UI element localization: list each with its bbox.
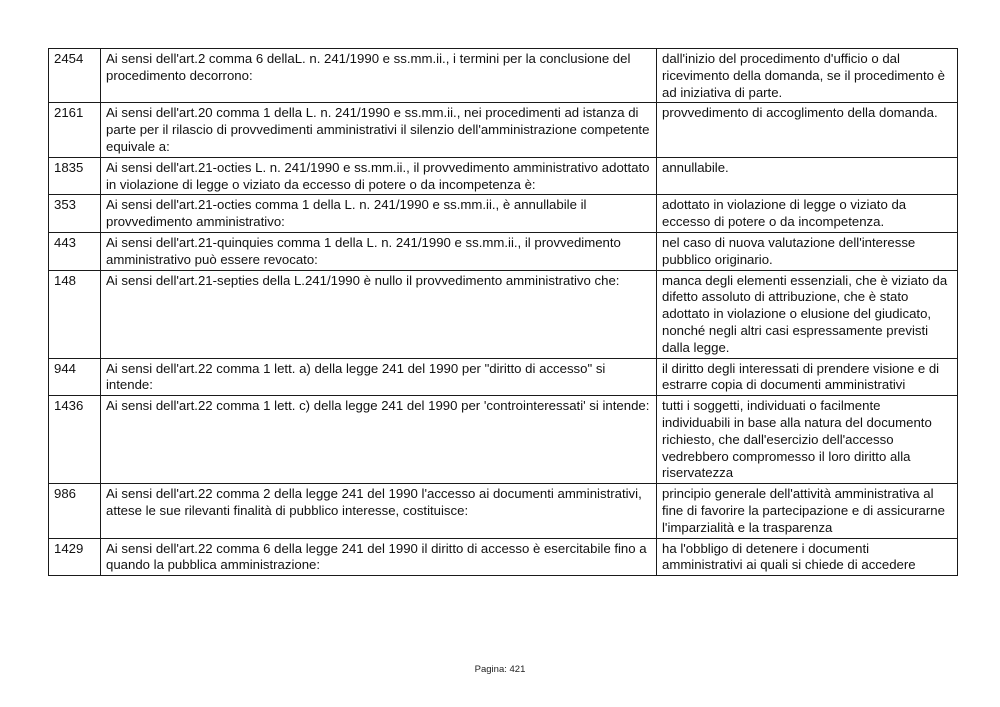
table-row: [49, 157, 958, 195]
question-id: 2454: [49, 49, 101, 103]
table-row: [49, 232, 958, 270]
question-text: Ai sensi dell'art.20 comma 1 della L. n. 241/1990 e ss.mm.ii., nei procedimenti ad istanza di parte per il rilascio di provvedimenti amministrativi il silenzio dell'amministrazione competente equivale a:: [101, 103, 657, 157]
question-id: 944: [49, 358, 101, 396]
answer-text: annullabile.: [657, 157, 958, 195]
table-row: [49, 195, 958, 233]
answer-text: dall'inizio del procedimento d'ufficio o dal ricevimento della domanda, se il procedimento è ad iniziativa di parte.: [657, 49, 958, 103]
table-row: [49, 358, 958, 396]
question-id: 148: [49, 270, 101, 358]
question-text: Ai sensi dell'art.22 comma 1 lett. c) della legge 241 del 1990 per 'controinteressati' si intende:: [101, 396, 657, 484]
question-id: 2161: [49, 103, 101, 157]
table-row: [49, 484, 958, 538]
question-text: Ai sensi dell'art.21-octies comma 1 della L. n. 241/1990 e ss.mm.ii., è annullabile il provvedimento amministrativo:: [101, 195, 657, 233]
answer-text: adottato in violazione di legge o viziato da eccesso di potere o da incompetenza.: [657, 195, 958, 233]
answer-text: tutti i soggetti, individuati o facilmente individuabili in base alla natura del documento richiesto, che dall'esercizio dell'accesso vedrebbero compromesso il loro diritto alla riservatezza: [657, 396, 958, 484]
page-number: Pagina: 421: [474, 664, 526, 675]
question-text: Ai sensi dell'art.22 comma 1 lett. a) della legge 241 del 1990 per "diritto di accesso" si intende:: [101, 358, 657, 396]
question-text: Ai sensi dell'art.22 comma 2 della legge 241 del 1990 l'accesso ai documenti amministrativi, attese le sue rilevanti finalità di pubblico interesse, costituisce:: [101, 484, 657, 538]
table-row: [49, 103, 958, 157]
table-row: [49, 396, 958, 484]
table-row: [49, 270, 958, 358]
answer-text: provvedimento di accoglimento della domanda.: [657, 103, 958, 157]
answer-text: principio generale dell'attività amministrativa al fine di favorire la partecipazione e di assicurarne l'imparzialità e la trasparenza: [657, 484, 958, 538]
question-id: 1429: [49, 538, 101, 576]
question-id: 986: [49, 484, 101, 538]
question-table: [48, 48, 958, 576]
answer-text: il diritto degli interessati di prendere visione e di estrarre copia di documenti amministrativi: [657, 358, 958, 396]
question-text: Ai sensi dell'art.21-quinquies comma 1 della L. n. 241/1990 e ss.mm.ii., il provvedimento amministrativo può essere revocato:: [101, 232, 657, 270]
question-id: 353: [49, 195, 101, 233]
question-text: Ai sensi dell'art.21-septies della L.241/1990 è nullo il provvedimento amministrativo che:: [101, 270, 657, 358]
question-id: 1835: [49, 157, 101, 195]
answer-text: manca degli elementi essenziali, che è viziato da difetto assoluto di attribuzione, che è stato adottato in violazione o elusione del giudicato, nonché negli altri casi espressamente previsti dalla legge.: [657, 270, 958, 358]
question-id: 443: [49, 232, 101, 270]
answer-text: nel caso di nuova valutazione dell'interesse pubblico originario.: [657, 232, 958, 270]
question-text: Ai sensi dell'art.22 comma 6 della legge 241 del 1990 il diritto di accesso è esercitabile fino a quando la pubblica amministrazione:: [101, 538, 657, 576]
table-row: [49, 538, 958, 576]
question-id: 1436: [49, 396, 101, 484]
table-row: [49, 49, 958, 103]
question-text: Ai sensi dell'art.2 comma 6 dellaL. n. 241/1990 e ss.mm.ii., i termini per la conclusione del procedimento decorrono:: [101, 49, 657, 103]
answer-text: ha l'obbligo di detenere i documenti amministrativi ai quali si chiede di accedere: [657, 538, 958, 576]
question-text: Ai sensi dell'art.21-octies L. n. 241/1990 e ss.mm.ii., il provvedimento amministrativo adottato in violazione di legge o viziato da eccesso di potere o da incompetenza è:: [101, 157, 657, 195]
